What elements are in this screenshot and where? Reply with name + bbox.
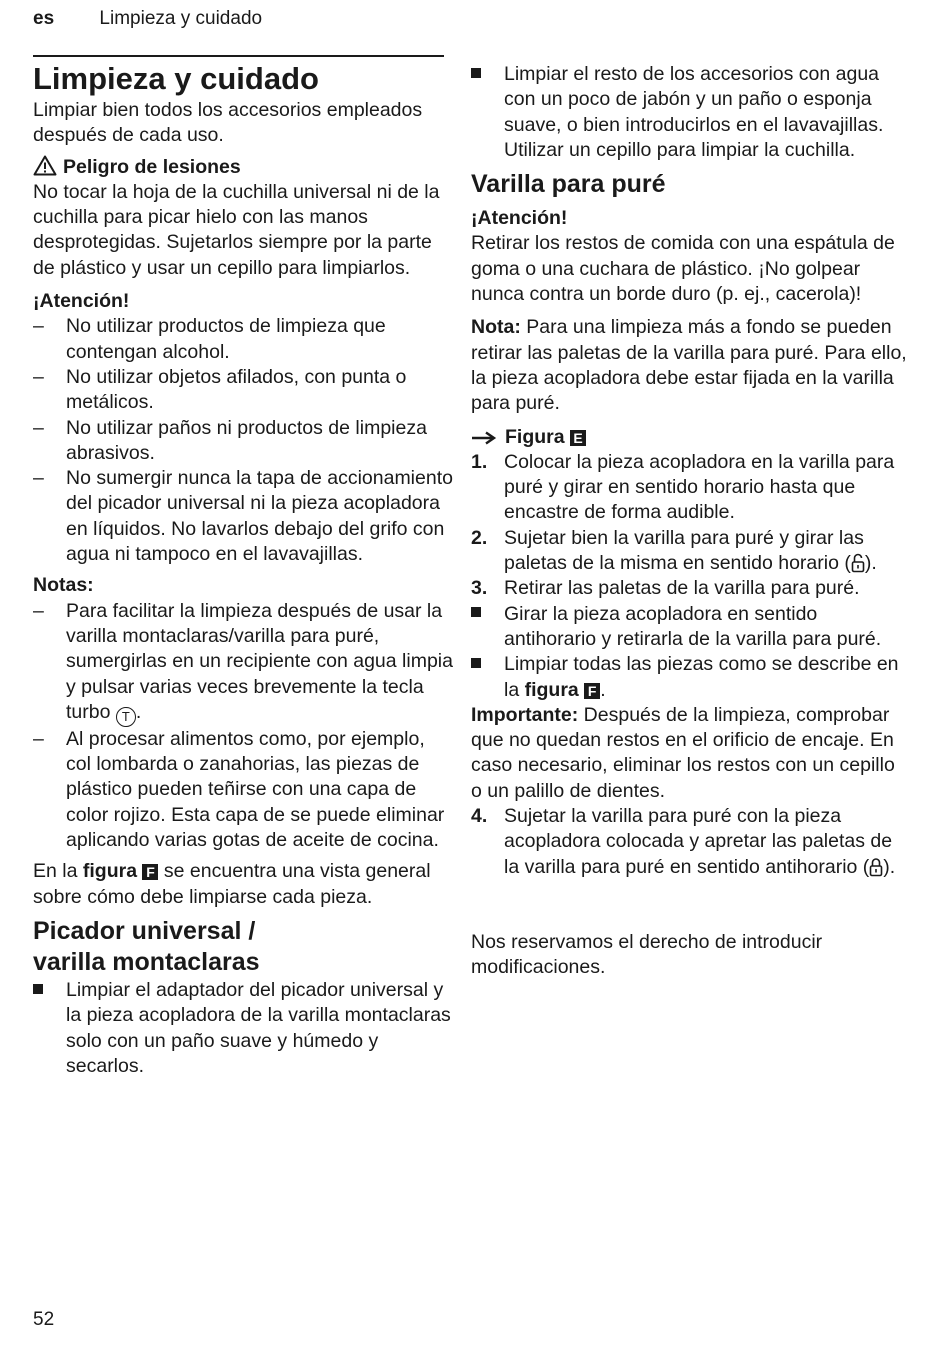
step-text: Sujetar la varilla para puré con la pieza acopladora colocada y apretar las paletas de la varilla para puré en sentido antihorario ( (504, 805, 893, 878)
danger-heading: Peligro de lesiones (63, 155, 241, 178)
list-item (471, 602, 911, 653)
figure-word: figura (82, 860, 138, 883)
square-bullet-icon (33, 984, 43, 994)
list-item-text: No utilizar productos de limpieza que contengan alcohol. (66, 315, 386, 363)
page-title: Limpieza y cuidado (33, 61, 319, 96)
figure-e-heading (471, 425, 911, 450)
punctuation: ). (864, 552, 877, 575)
lock-icon (869, 857, 883, 877)
step-number: 2. (471, 526, 488, 549)
heading-line: varilla montaclaras (33, 947, 260, 976)
figure-word: figura (524, 678, 579, 701)
attention-heading: ¡Atención! (33, 290, 130, 313)
step-text: Sujetar bien la varilla para puré y girar las paletas de la misma en sentido horario ( (504, 526, 864, 575)
list-item-text: No utilizar paños ni productos de limpieza abrasivos. (66, 416, 427, 464)
list-item (471, 652, 911, 703)
step-text: Colocar la pieza acopladora en la varilla para puré y girar en sentido horario hasta que encastre de forma audible. (504, 450, 895, 524)
list-item: – Al procesar alimentos como, por ejemplo, col lombarda o zanahorias, las piezas de plástico pueden teñirse con una capa de color rojizo. Esta capa de se puede eliminar aplicando varias gotas de aceite de cocina. (33, 727, 445, 852)
danger-heading-row (33, 155, 453, 180)
list-item (471, 62, 911, 163)
list-item (33, 978, 453, 1079)
square-bullet-icon (471, 607, 481, 617)
list-item: – No sumergir nunca la tapa de accionamiento del picador universal ni la pieza acopladora en líquidos. No lavarlos debajo del grifo con agua ni tampoco en el lavavajillas. (33, 467, 453, 566)
importante-text: Después de la limpieza, comprobar que no quedan restos en el orificio de encaje. En caso necesario, eliminar los restos con un cepillo o un palillo de dientes. (471, 703, 895, 802)
footer-note: Nos reservamos el derecho de introducir modificaciones. (471, 930, 823, 979)
page-number: 52 (33, 1309, 55, 1330)
attention-list (33, 314, 453, 567)
section-heading-picador (33, 916, 453, 978)
punctuation: . (135, 700, 142, 723)
list-item-text: No utilizar objetos afilados, con punta o metálicos. (66, 365, 407, 414)
steps-list (471, 450, 911, 703)
notes-heading: Notas: (33, 574, 94, 597)
turbo-button-icon: T (116, 707, 136, 727)
attention-heading: ¡Atención! (471, 207, 568, 230)
text: En la (33, 860, 78, 883)
attention-text: Retirar los restos de comida con una espátula de goma o una cuchara de plástico. ¡No golpear nunca contra un borde duro (p. ej., cacerola)! (471, 232, 895, 306)
picador-list (33, 978, 453, 1079)
left-column (33, 60, 453, 1079)
section-heading-varilla: Varilla para puré (471, 170, 666, 199)
unlock-icon (851, 553, 865, 573)
step4-list (471, 804, 911, 880)
list-item-text: Limpiar el adaptador del picador universal y la pieza acopladora de la varilla montaclaras solo con un paño suave y húmedo y secarlos. (66, 978, 451, 1077)
header-rule (33, 55, 444, 57)
punctuation: ). (883, 855, 896, 878)
notes-list (33, 599, 453, 854)
importante-label: Importante: (471, 703, 579, 726)
list-item-text: Girar la pieza acopladora en sentido antihorario y retirarla de la varilla para puré. (504, 602, 882, 650)
punctuation: . (600, 678, 606, 701)
arrow-right-icon (471, 431, 497, 445)
nota-label: Nota: (471, 316, 521, 339)
figure-reference (33, 859, 453, 910)
step-number: 4. (471, 805, 488, 828)
list-item: – No utilizar productos de limpieza que contengan alcohol. (33, 315, 386, 363)
square-bullet-icon (471, 658, 481, 668)
text: se encuentra una vista general sobre cómo debe limpiarse cada pieza. (33, 860, 431, 908)
figure-badge-f: F (584, 683, 600, 699)
nota-text: Para una limpieza más a fondo se pueden retirar las paletas de la varilla para puré. Para ello, la pieza acopladora debe estar fijada en la varilla para puré. (471, 316, 907, 415)
figure-label: Figura (505, 425, 565, 448)
importante-paragraph (471, 703, 911, 804)
step-item (471, 804, 911, 880)
square-bullet-icon (471, 68, 481, 78)
danger-text: No tocar la hoja de la cuchilla universal ni de la cuchilla para picar hielo con las manos desprotegidas. Sujetarlos siempre por la parte de plástico y usar un cepillo para limpiarlos. (33, 180, 440, 279)
list-item-text: No sumergir nunca la tapa de accionamiento del picador universal ni la pieza acopladora en líquidos. No lavarlos debajo del grifo con agua ni tampoco en el lavavajillas. (66, 467, 453, 566)
list-item-text: Para facilitar la limpieza después de usar la varilla montaclaras/varilla para puré, sumergirlas en un recipiente con agua limpia y pulsar varias veces brevemente la tecla turbo (66, 599, 453, 723)
language-code: es (33, 8, 55, 29)
list-item-text: Al procesar alimentos como, por ejemplo, col lombarda o zanahorias, las piezas de plástico pueden teñirse con una capa de color rojizo. Esta capa de se puede eliminar aplicando varias gotas de aceite de cocina. (66, 727, 445, 852)
right-column (471, 62, 911, 981)
list-item: – No utilizar objetos afilados, con punta o metálicos. (33, 365, 407, 414)
page-header (33, 6, 262, 31)
step-text: Retirar las paletas de la varilla para puré. (504, 577, 860, 600)
accessories-list (471, 62, 911, 163)
step-number: 1. (471, 450, 488, 473)
header-title: Limpieza y cuidado (99, 8, 263, 29)
figure-badge-e: E (570, 430, 586, 446)
nota-paragraph (471, 315, 911, 416)
list-item: – No utilizar paños ni productos de limpieza abrasivos. (33, 416, 427, 464)
intro-text: Limpiar bien todos los accesorios empleados después de cada uso. (33, 99, 423, 147)
step-item (471, 450, 911, 526)
heading-line: Picador universal / (33, 916, 256, 945)
step-item (471, 526, 911, 577)
list-item: – Para facilitar la limpieza después de usar la varilla montaclaras/varilla para puré, sumergirlas en un recipiente con agua limpia y pulsar varias veces brevemente la tecla turbo T . (33, 599, 453, 727)
figure-badge-f: F (142, 864, 158, 880)
step-item (471, 576, 911, 601)
warning-triangle-icon (33, 155, 57, 176)
step-number: 3. (471, 577, 488, 600)
list-item-text: Limpiar el resto de los accesorios con agua con un poco de jabón y un paño o esponja suave, o bien introducirlos en el lavavajillas. Utilizar un cepillo para limpiar la cuchilla. (504, 63, 884, 161)
list-item-text: Limpiar todas las piezas como se describe en la (504, 653, 899, 701)
